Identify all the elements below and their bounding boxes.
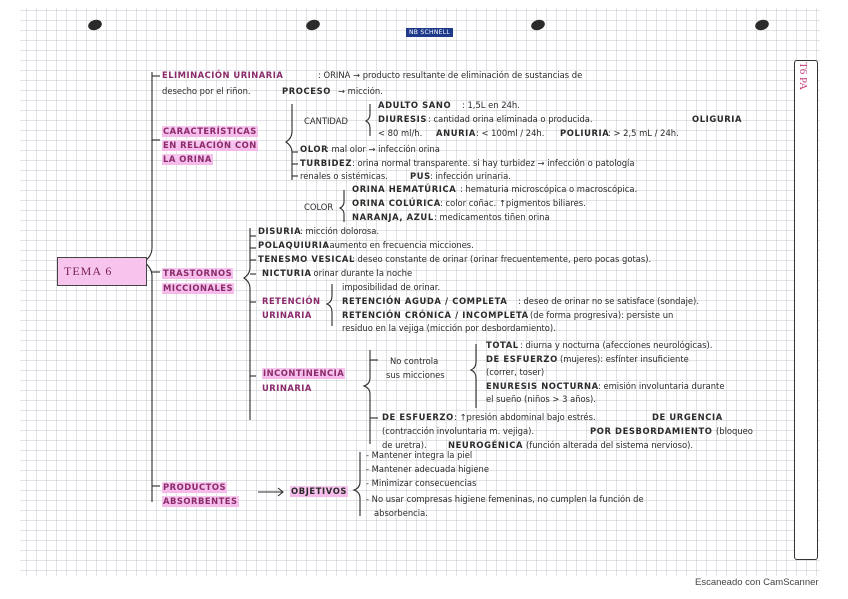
anuria-text: : < 100ml / 24h. (476, 128, 545, 138)
side-tab-label: T6 PA (797, 62, 809, 91)
nicturia-label: NICTURIA (262, 268, 312, 278)
enuresis-text-2: el sueño (niños > 3 años). (486, 394, 596, 404)
objetivos-brace (354, 452, 360, 516)
tenesmo-label: TENESMO VESICAL (258, 254, 355, 264)
adulto-sano-value: : 1,5L en 24h. (462, 100, 520, 110)
neurogenica-label: NEUROGÉNICA (448, 440, 524, 450)
urgencia-text: (contracción involuntaria m. vejiga). (382, 426, 535, 436)
objetivo-1: - Mantener integra la piel (366, 450, 473, 460)
de-esfuerzo-text: : ↑presión abdominal bajo estrés. (454, 412, 596, 422)
oliguria-label: OLIGURIA (692, 114, 743, 124)
cantidad-brace (366, 104, 370, 136)
brand-logo: NB SCHNELL (406, 28, 453, 37)
olor-text: : mal olor → infección orina (326, 144, 440, 154)
coluria-label: ORINA COLÚRICA (352, 198, 441, 208)
polaquiuria-label: POLAQUIURIA (258, 240, 330, 250)
esfuerzo-text-2: (correr, toser) (486, 367, 545, 377)
desbordamiento-text-2: de uretra). (382, 440, 427, 450)
total-text: : diurna y nocturna (afecciones neurológicas). (520, 340, 713, 350)
heading-productos-1: PRODUCTOS (163, 482, 226, 492)
objetivo-3: - Minimizar consecuencias (366, 478, 477, 488)
naranja-text: : medicamentos tiñen orina (434, 212, 550, 222)
oliguria-text: < 80 ml/h. (378, 128, 423, 138)
desbordamiento-text: (bloqueo (716, 426, 753, 436)
hematurica-label: ORINA HEMATÚRICA (352, 184, 457, 194)
esfuerzo-text: (mujeres): esfínter insuficiente (560, 354, 689, 364)
incontinencia-label-1: INCONTINENCIA (263, 368, 345, 378)
eliminacion-line1: : ORINA → producto resultante de eliminación de sustancias de (318, 70, 583, 80)
cronica-text: (de forma progresiva): persiste un (530, 310, 674, 320)
proceso-text: → micción. (338, 86, 383, 96)
tenesmo-text: : deseo constante de orinar (orinar frecuentemente, pero pocas gotas). (352, 254, 652, 264)
heading-trastornos-1: TRASTORNOS (163, 268, 233, 278)
objetivo-2: - Mantener adecuada higiene (366, 464, 489, 474)
coluria-text: : color coñac. ↑pigmentos biliares. (440, 198, 586, 208)
desbordamiento-label: POR DESBORDAMIENTO (590, 426, 713, 436)
cantidad-label: CANTIDAD (304, 116, 348, 126)
pus-label: PUS (410, 171, 431, 181)
nicturia-text: : orinar durante la noche (308, 268, 413, 278)
polaquiuria-text: : aumento en frecuencia micciones. (324, 240, 474, 250)
proceso-label: PROCESO (282, 86, 331, 96)
tema-label: TEMA 6 (64, 264, 113, 278)
olor-label: OLOR (300, 144, 329, 154)
trastornos-brace (244, 228, 250, 420)
disuria-text: : micción dolorosa. (300, 226, 380, 236)
diuresis-label: DIURESIS (378, 114, 428, 124)
eliminacion-line2: desecho por el riñon. (162, 86, 251, 96)
adulto-sano: ADULTO SANO (378, 100, 452, 110)
heading-productos-2: ABSORBENTES (163, 496, 238, 506)
no-controla-1: No controla (390, 356, 439, 366)
disuria-label: DISURIA (258, 226, 302, 236)
enuresis-text: : emisión involuntaria durante (598, 381, 725, 391)
cronica-text-2: residuo en la vejiga (micción por desbordamiento). (342, 323, 556, 333)
hematurica-text: : hematuria microscópica o macroscópica. (460, 184, 638, 194)
neurogenica-text: (función alterada del sistema nervioso). (526, 440, 694, 450)
aguda-label: RETENCIÓN AGUDA / COMPLETA (342, 296, 508, 306)
esfuerzo-label: DE ESFUERZO (486, 354, 558, 364)
urgencia-label: DE URGENCIA (652, 412, 723, 422)
no-controla-2: sus micciones (386, 370, 445, 380)
diuresis-text: : cantidad orina eliminada o producida. (428, 114, 593, 124)
caracteristicas-brace (286, 104, 292, 180)
heading-caracteristicas-1: CARACTERÍSTICAS (163, 126, 257, 136)
poliuria-text: : > 2,5 mL / 24h. (608, 128, 679, 138)
heading-caracteristicas-2: EN RELACIÓN CON (163, 140, 257, 150)
incontinencia-label-2: URINARIA (262, 383, 312, 393)
objetivo-4: - No usar compresas higiene femeninas, no cumplen la función de (366, 494, 644, 504)
heading-caracteristicas-3: LA ORINA (163, 154, 212, 164)
pus-text: : infección urinaria. (430, 171, 511, 181)
color-label: COLOR (304, 202, 334, 212)
turbidez-label: TURBIDEZ (300, 158, 353, 168)
heading-eliminacion: ELIMINACIÓN URINARIA (162, 70, 284, 80)
naranja-label: NARANJA, AZUL (352, 212, 434, 222)
color-brace (340, 190, 344, 222)
turbidez-text: : orina normal transparente. si hay turbidez → infección o patología (352, 158, 635, 168)
anuria-label: ANURIA (436, 128, 476, 138)
objetivos-label: OBJETIVOS (291, 486, 348, 496)
objetivo-4-cont: absorbencia. (374, 508, 428, 518)
incontinencia-brace (364, 350, 370, 444)
retencion-label-1: RETENCIÓN (262, 296, 321, 306)
imposibilidad-text: imposibilidad de orinar. (342, 282, 441, 292)
main-brace (144, 72, 152, 502)
turbidez-text-2: renales o sistémicas. (300, 171, 388, 181)
no-controla-brace (471, 344, 476, 408)
retencion-label-2: URINARIA (262, 310, 312, 320)
de-esfuerzo-label: DE ESFUERZO (382, 412, 454, 422)
poliuria-label: POLIURIA (560, 128, 610, 138)
retencion-brace (327, 284, 332, 326)
scanner-watermark: Escaneado con CamScanner (695, 577, 819, 588)
cronica-label: RETENCIÓN CRÓNICA / INCOMPLETA (342, 310, 529, 320)
total-label: TOTAL (486, 340, 519, 350)
aguda-text: : deseo de orinar no se satisface (sondaje). (518, 296, 699, 306)
enuresis-label: ENURESIS NOCTURNA (486, 381, 599, 391)
heading-trastornos-2: MICCIONALES (163, 283, 234, 293)
